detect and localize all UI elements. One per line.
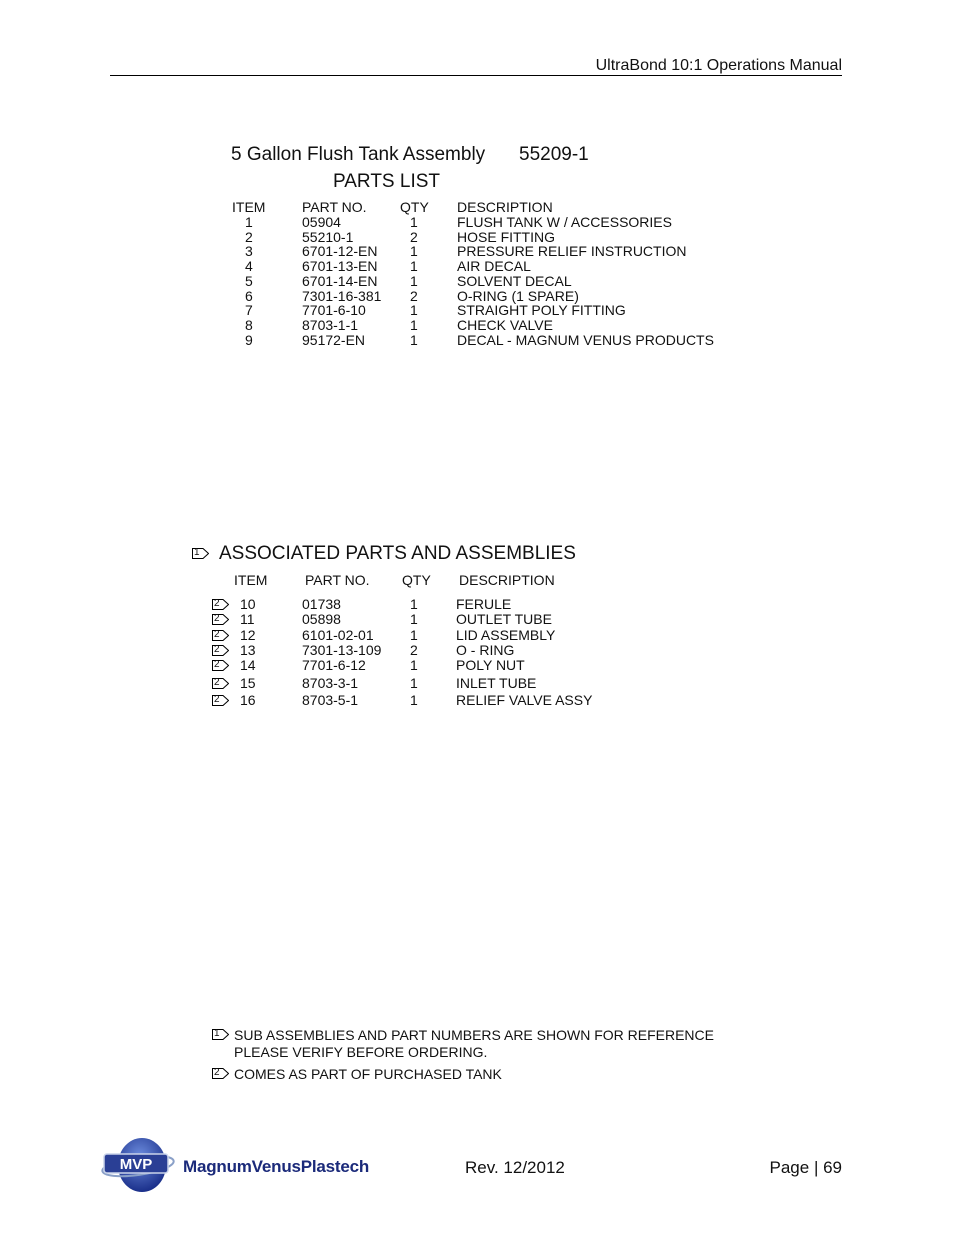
description: OUTLET TUBE <box>456 611 552 628</box>
quantity: 1 <box>410 611 418 628</box>
quantity: 1 <box>410 272 418 289</box>
note-marker-2: 2 <box>212 645 229 656</box>
description: POLY NUT <box>456 657 525 674</box>
revision-date: Rev. 12/2012 <box>465 1158 565 1177</box>
associated-parts-title: ASSOCIATED PARTS AND ASSEMBLIES <box>219 543 576 564</box>
note-marker-2: 2 <box>212 630 229 641</box>
description: O-RING (1 SPARE) <box>457 287 579 304</box>
document-header-title: UltraBond 10:1 Operations Manual <box>595 57 842 74</box>
item-number: 12 <box>240 626 256 643</box>
item-number: 9 <box>245 331 253 348</box>
item-number: 2 <box>245 228 253 245</box>
part-number: 05898 <box>302 611 341 628</box>
mvp-globe-icon <box>100 1133 180 1195</box>
quantity: 2 <box>410 641 418 658</box>
assembly-title: 5 Gallon Flush Tank Assembly <box>231 144 486 165</box>
quantity: 1 <box>410 316 418 333</box>
column-header: ITEM <box>234 572 268 588</box>
description: AIR DECAL <box>457 258 531 275</box>
item-number: 4 <box>245 258 253 275</box>
item-number: 6 <box>245 287 253 304</box>
page-number: Page | 69 <box>769 1158 842 1177</box>
quantity: 1 <box>410 596 418 612</box>
note-1-line-2: PLEASE VERIFY BEFORE ORDERING. <box>234 1044 488 1060</box>
note-marker-2: 2 <box>212 678 229 689</box>
note-2-line-1: COMES AS PART OF PURCHASED TANK <box>234 1066 502 1082</box>
item-number: 7 <box>245 302 253 319</box>
part-number: 6701-12-EN <box>302 243 378 260</box>
description: FERULE <box>456 596 512 612</box>
quantity: 1 <box>410 626 418 643</box>
column-header: ITEM <box>232 199 266 215</box>
item-number: 8 <box>245 316 253 333</box>
description: O - RING <box>456 641 515 658</box>
part-number: 6101-02-01 <box>302 626 374 643</box>
description: PRESSURE RELIEF INSTRUCTION <box>457 243 687 260</box>
parts-list-title: PARTS LIST <box>333 171 440 192</box>
description: CHECK VALVE <box>457 316 553 333</box>
quantity: 2 <box>410 287 418 304</box>
note-marker-2: 2 <box>212 599 229 610</box>
item-number: 16 <box>240 691 256 708</box>
part-number: 01738 <box>302 596 341 612</box>
item-number: 1 <box>245 214 253 230</box>
part-number: 05904 <box>302 214 341 230</box>
item-number: 10 <box>240 596 256 612</box>
quantity: 1 <box>410 302 418 319</box>
quantity: 1 <box>410 243 418 260</box>
description: RELIEF VALVE ASSY <box>456 691 593 708</box>
quantity: 1 <box>410 214 418 230</box>
description: STRAIGHT POLY FITTING <box>457 302 626 319</box>
column-header: QTY <box>400 199 429 215</box>
note-marker-2: 2 <box>212 1068 229 1079</box>
part-number: 6701-13-EN <box>302 258 378 275</box>
column-header: DESCRIPTION <box>457 199 553 215</box>
part-number: 8703-1-1 <box>302 316 359 333</box>
column-header: DESCRIPTION <box>459 572 555 588</box>
note-marker-1: 1 <box>192 548 209 559</box>
part-number: 7301-13-109 <box>302 641 382 658</box>
svg-text:MVP: MVP <box>119 1156 153 1173</box>
part-number: 8703-3-1 <box>302 674 359 691</box>
part-number: 8703-5-1 <box>302 691 359 708</box>
description: INLET TUBE <box>456 674 537 691</box>
description: SOLVENT DECAL <box>457 272 572 289</box>
part-number: 7701-6-10 <box>302 302 366 319</box>
description: DECAL - MAGNUM VENUS PRODUCTS <box>457 331 714 348</box>
item-number: 14 <box>240 657 256 674</box>
header-rule <box>110 75 842 76</box>
company-logo <box>100 1133 390 1195</box>
description: HOSE FITTING <box>457 228 555 245</box>
quantity: 1 <box>410 657 418 674</box>
part-number: 95172-EN <box>302 331 366 348</box>
quantity: 1 <box>410 674 418 691</box>
column-header: QTY <box>402 572 431 588</box>
item-number: 13 <box>240 641 256 658</box>
part-number: 7701-6-12 <box>302 657 366 674</box>
description: FLUSH TANK W / ACCESSORIES <box>457 214 672 230</box>
description: LID ASSEMBLY <box>456 626 556 643</box>
column-header: PART NO. <box>305 572 370 588</box>
quantity: 1 <box>410 331 418 348</box>
part-number: 6701-14-EN <box>302 272 378 289</box>
quantity: 2 <box>410 228 418 245</box>
quantity: 1 <box>410 258 418 275</box>
item-number: 11 <box>240 611 255 628</box>
note-marker-1: 1 <box>212 1029 229 1040</box>
item-number: 15 <box>240 674 256 691</box>
item-number: 3 <box>245 243 253 260</box>
company-name: MagnumVenusPlastech <box>183 1157 370 1176</box>
note-marker-2: 2 <box>212 614 229 625</box>
note-marker-2: 2 <box>212 660 229 671</box>
note-marker-2: 2 <box>212 695 229 706</box>
quantity: 1 <box>410 691 418 708</box>
note-1-line-1: SUB ASSEMBLIES AND PART NUMBERS ARE SHOWN FOR REFERENCE <box>234 1027 714 1043</box>
item-number: 5 <box>245 272 253 289</box>
part-number: 7301-16-381 <box>302 287 382 304</box>
assembly-number: 55209-1 <box>519 144 589 165</box>
column-header: PART NO. <box>302 199 367 215</box>
part-number: 55210-1 <box>302 228 354 245</box>
